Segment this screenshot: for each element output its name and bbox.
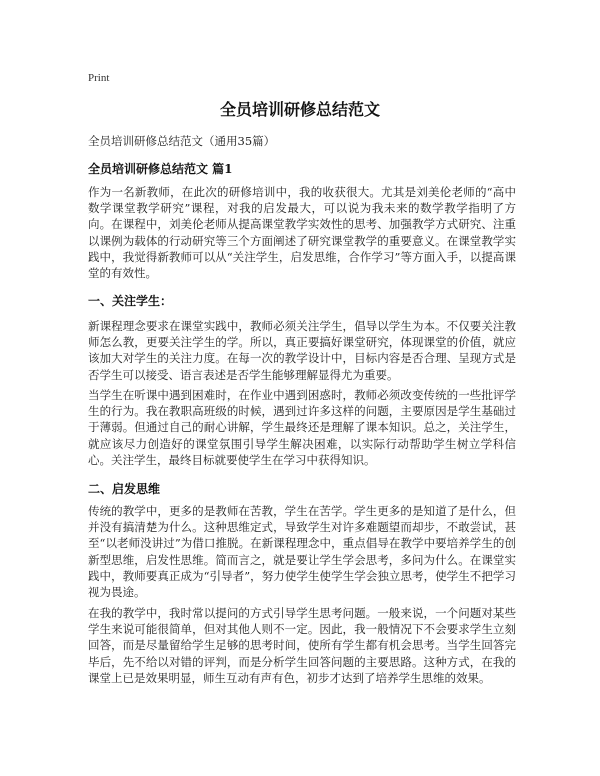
section-heading-inspire-thinking: 二、启发思维 (88, 482, 161, 496)
paragraph-inspire-thinking-1: 传统的教学中，更多的是教师在苦教，学生在苦学。学生更多的是知道了是什么，但并没有搞清楚为什么。这种思维定式，导致学生对许多难题望而却步，不敢尝试，甚至“以老师没讲过”为借口推脱。在新课程理念中，重点倡导在教学中要培养学生的创新型思维，启发性思维。简而言之，就是要让学生学会思考，多问为什么。在课堂实践中，教师要真正成为“引导者”，努力使学生使学生学会独立思考，使学生不把学习视为畏途。 (88, 504, 516, 600)
paragraph-focus-students-1: 新课程理念要求在课堂实践中，教师必须关注学生，倡导以学生为本。不仅要关注教师怎么教，更要关注学生的学。所以，真正要搞好课堂研究，体现课堂的价值，就应该加大对学生的关注力度。在每一次的教学设计中，目标内容是否合理、呈现方式是否学生可以接受、语言表述是否学生能够理解显得尤为重要。 (88, 319, 516, 382)
paragraph-inspire-thinking-2: 在我的教学中，我时常以提问的方式引导学生思考问题。一般来说，一个问题对某些学生来说可能很简单，但对其他人则不一定。因此，我一般情况下不会要求学生立刻回答，而是尽量留给学生足够的思考时间，使所有学生都有机会思考。当学生回答完毕后，先不给以对错的评判，而是分析学生回答问题的主要思路。这种方式，在我的课堂上已是效果明显，师生互动有声有色，初步才达到了培养学生思维的效果。 (88, 606, 516, 685)
document-subtitle: 全员培训研修总结范文（通用35篇） (88, 134, 276, 148)
page-title: 全员培训研修总结范文 (219, 100, 380, 119)
article-heading: 全员培训研修总结范文 篇1 (88, 162, 233, 176)
section-heading-focus-students: 一、关注学生： (88, 294, 173, 308)
paragraph-focus-students-2: 当学生在听课中遇到困难时，在作业中遇到困惑时，教师必须改变传统的一些批评学生的行为。我在教职高班级的时候，遇到过许多这样的问题，主要原因是学生基础过于薄弱。但通过自己的耐心讲解，学生最终还是理解了课本知识。总之，关注学生，就应该尽力创造好的课堂氛围引导学生解决困难，以实际行动帮助学生树立学科信心。关注学生，最终目标就要使学生在学习中获得知识。 (88, 388, 516, 467)
paragraph-intro: 作为一名新教师，在此次的研修培训中，我的收获很大。尤其是刘美伦老师的“高中数学课堂教学研究”课程，对我的启发最大，可以说为我未来的数学教学指明了方向。在课程中，刘美伦老师从提高课堂教学实效性的思考、加强教学方式研究、注重以课例为载体的行动研究等三个方面阐述了研究课堂教学的重要意义。在课堂教学实践中，我觉得新教师可以从“关注学生，启发思维，合作学习”等方面入手，以提高课堂的有效性。 (88, 185, 516, 281)
print-link[interactable]: Print (88, 72, 110, 84)
